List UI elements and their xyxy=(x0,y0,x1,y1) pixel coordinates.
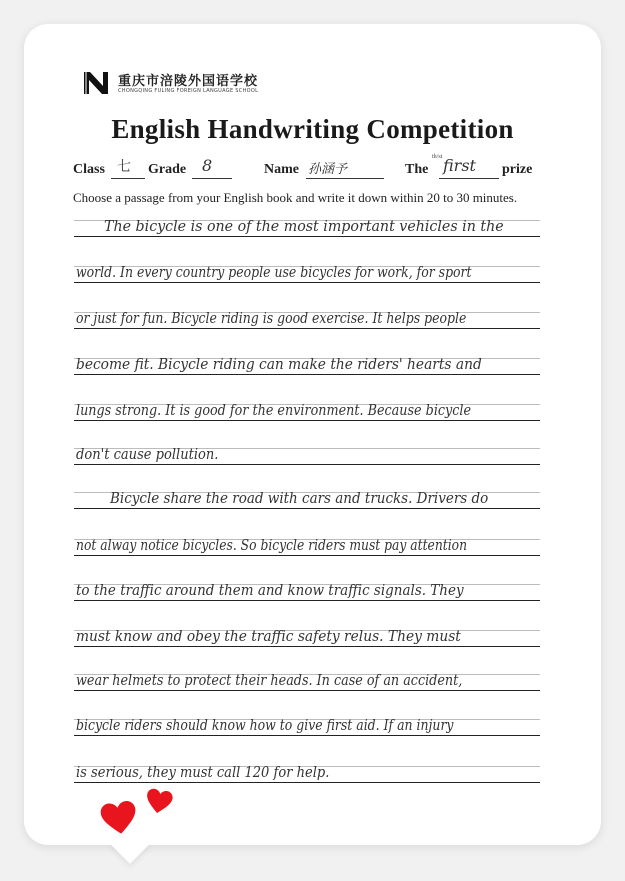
writing-line xyxy=(74,580,540,601)
handwriting-text: must know and obey the traffic safety relus. They must xyxy=(76,629,461,645)
writing-line xyxy=(74,626,540,647)
writing-line xyxy=(74,715,540,736)
name-underline xyxy=(306,178,384,179)
handwriting-text: Bicycle share the road with cars and trucks. Drivers do xyxy=(110,491,489,507)
school-name-en: CHONGQING FULING FOREIGN LANGUAGE SCHOOL xyxy=(118,88,259,94)
handwriting-text: The bicycle is one of the most important vehicles in the xyxy=(104,219,504,235)
prize-underline xyxy=(439,178,499,179)
class-value: 七 xyxy=(117,159,131,175)
grade-label: Grade xyxy=(148,162,187,177)
handwriting-text: world. In every country people use bicycles for work, for sport xyxy=(76,265,472,281)
handwriting-text: wear helmets to protect their heads. In case of an accident, xyxy=(76,673,463,689)
handwriting-text: bicycle riders should know how to give first aid. If an injury xyxy=(76,718,454,734)
handwriting-text: lungs strong. It is good for the environment. Because bicycle xyxy=(76,403,472,419)
writing-line xyxy=(74,400,540,421)
handwriting-text: to the traffic around them and know traffic signals. They xyxy=(76,583,464,599)
school-name-cn: 重庆市涪陵外国语学校 xyxy=(118,74,259,89)
handwriting-text: become fit. Bicycle riding can make the riders' hearts and xyxy=(76,357,482,373)
name-value: 孙涵予 xyxy=(308,162,348,177)
page-title: English Handwriting Competition xyxy=(111,114,514,144)
writing-line xyxy=(74,262,540,283)
the-label: The xyxy=(405,162,429,177)
writing-line xyxy=(74,308,540,329)
handwriting-text: or just for fun. Bicycle riding is good exercise. It helps people xyxy=(76,311,467,327)
handwriting-text: is serious, they must call 120 for help. xyxy=(76,765,330,781)
grade-underline xyxy=(192,178,232,179)
class-underline xyxy=(111,178,145,179)
handwriting-text: don't cause pollution. xyxy=(76,447,219,463)
writing-line xyxy=(74,488,540,509)
prize-value: first xyxy=(443,156,476,175)
writing-line xyxy=(74,762,540,783)
writing-line xyxy=(74,354,540,375)
writing-line xyxy=(74,216,540,237)
writing-line xyxy=(74,670,540,691)
the-superscript: th/st xyxy=(432,154,443,160)
grade-value: 8 xyxy=(202,156,213,175)
handwriting-text: not alway notice bicycles. So bicycle riders must pay attention xyxy=(76,538,468,554)
school-logo-icon xyxy=(82,70,110,96)
name-label: Name xyxy=(264,162,299,177)
writing-line xyxy=(74,535,540,556)
instructions: Choose a passage from your English book and write it down within 20 to 30 minutes. xyxy=(73,190,518,205)
class-label: Class xyxy=(73,162,105,177)
heart-icon xyxy=(145,788,173,815)
prize-label: prize xyxy=(502,162,533,177)
writing-line xyxy=(74,444,540,465)
heart-icon xyxy=(100,800,138,836)
